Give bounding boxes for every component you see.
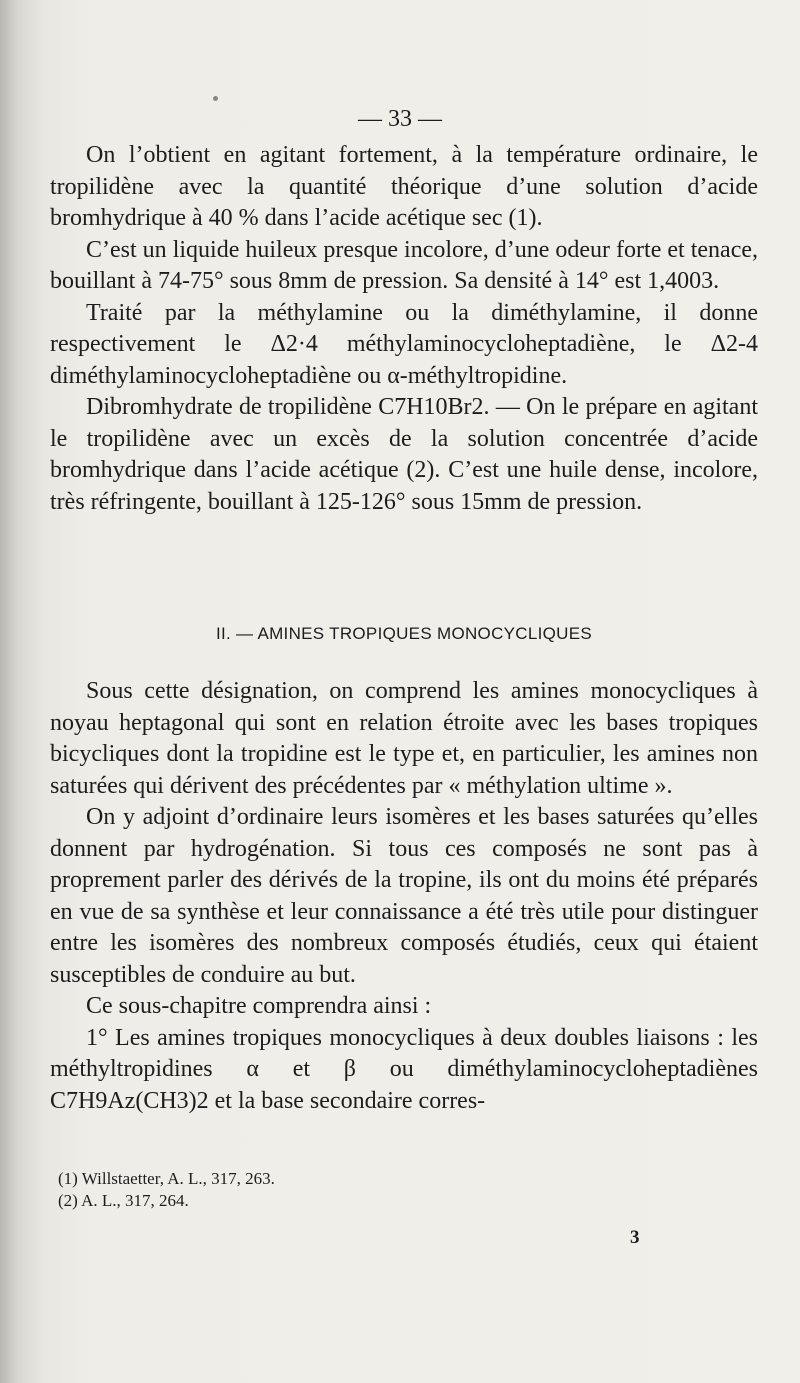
paragraph: Traité par la méthylamine ou la diméthylamine, il donne respectivement le Δ2·4 méthylaminocycloheptadiène, le Δ2-4 diméthylaminocycloheptadiène ou α-méthyltropidine. bbox=[50, 299, 758, 389]
paragraph: Ce sous-chapitre comprendra ainsi : bbox=[86, 993, 432, 1019]
paragraph: Sous cette désignation, on comprend les amines monocycliques à noyau heptagonal qui sont en relation étroite avec les bases tropiques bicycliques dont la tropidine est le type et, en particulier, les amines non saturées qui dérivent des précédentes par « méthylation ultime ». bbox=[50, 678, 758, 799]
footnotes bbox=[58, 1168, 558, 1212]
paragraph: On l’obtient en agitant fortement, à la température ordinaire, le tropilidène avec la quantité théorique d’une solution d’acide bromhydrique à 40 % dans l’acide acétique sec (1). bbox=[50, 142, 758, 231]
footnote: (1) Willstaetter, A. L., 317, 263. bbox=[58, 1169, 275, 1188]
page-number: — 33 — bbox=[358, 106, 442, 132]
paragraph: 1° Les amines tropiques monocycliques à deux doubles liaisons : les méthyltropidines α et β ou diméthylaminocycloheptadiènes C7H9Az(CH3)2 et la base secondaire corres- bbox=[50, 1024, 758, 1114]
footnote: (2) A. L., 317, 264. bbox=[58, 1191, 189, 1210]
paragraph: On y adjoint d’ordinaire leurs isomères et les bases saturées qu’elles donnent par hydrogénation. Si tous ces composés ne sont pas à proprement parler des dérivés de la tropine, ils ont du moins été préparés en vue de sa synthèse et leur connaissance a été très utile pour distinguer entre les isomères des nombreux composés étudiés, ceux qui étaient susceptibles de conduire au but. bbox=[50, 804, 758, 988]
lower-body bbox=[50, 676, 758, 1117]
signature-mark: 3 bbox=[630, 1227, 640, 1248]
section-heading: II. — AMINES TROPIQUES MONOCYCLIQUES bbox=[215, 624, 593, 643]
paragraph: Dibromhydrate de tropilidène C7H10Br2. — On le prépare en agitant le tropilidène avec un excès de la solution concentrée d’acide bromhydrique dans l’acide acétique (2). C’est une huile dense, incolore, très réfringente, bouillant à 125-126° sous 15mm de pression. bbox=[50, 394, 758, 515]
paragraph: C’est un liquide huileux presque incolore, d’une odeur forte et tenace, bouillant à 74-75° sous 8mm de pression. Sa densité à 14° est 1,4003. bbox=[50, 236, 758, 294]
upper-body bbox=[50, 140, 758, 518]
speck bbox=[213, 96, 218, 101]
